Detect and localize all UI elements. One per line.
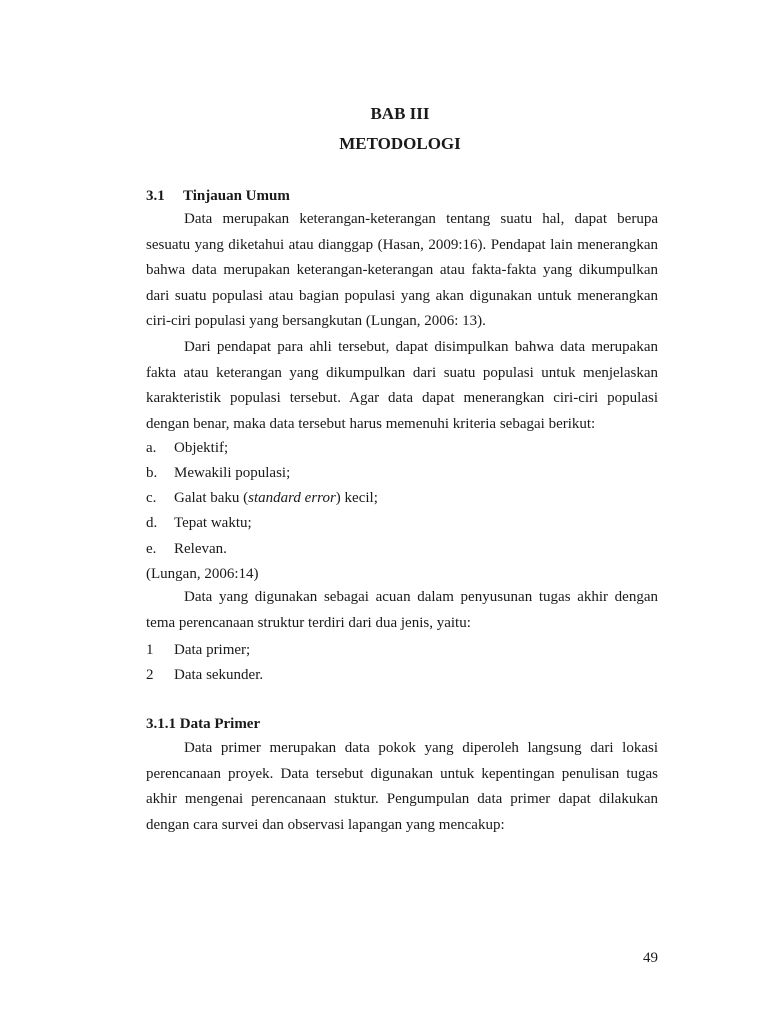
section-title: Tinjauan Umum <box>183 188 290 204</box>
list-item: Data primer; <box>174 642 251 658</box>
chapter-title: METODOLOGI <box>339 134 461 153</box>
list-item: Objektif; <box>174 440 229 456</box>
list-item-text: ) kecil; <box>335 490 378 506</box>
list-item-text: Galat baku ( <box>174 490 249 506</box>
list-marker: 1 <box>146 642 154 658</box>
list-marker: b. <box>146 465 158 481</box>
list-marker: e. <box>146 541 157 557</box>
list-marker: c. <box>146 490 157 506</box>
chapter-number: BAB III <box>370 104 430 123</box>
list-item <box>174 488 378 508</box>
list-item: Data sekunder. <box>174 667 264 683</box>
list-item: Tepat waktu; <box>174 515 252 531</box>
paragraph-primary-data: Data primer merupakan data pokok yang diperoleh langsung dari lokasi perencanaan proyek. Data tersebut digunakan untuk kepentingan penulisan tugas akhir mengenai perencanaan stuktur. Pengumpulan data primer dapat dilakukan dengan cara survei dan observasi lapangan yang mencakup: <box>146 740 658 833</box>
list-item: Mewakili populasi; <box>174 465 291 481</box>
subsection-title: 3.1.1 Data Primer <box>146 716 261 732</box>
italic-term: standard error <box>248 490 336 506</box>
paragraph-conclusion: Dari pendapat para ahli tersebut, dapat disimpulkan bahwa data merupakan fakta atau keterangan yang dikumpulkan dari suatu populasi untuk menjelaskan karakteristik populasi tersebut. Agar data dapat menerangkan ciri-ciri populasi dengan benar, maka data tersebut harus memenuhi kriteria sebagai berikut: <box>146 339 658 432</box>
paragraph-data-types: Data yang digunakan sebagai acuan dalam penyusunan tugas akhir dengan tema perencanaan struktur terdiri dari dua jenis, yaitu: <box>146 589 658 631</box>
list-marker: a. <box>146 440 157 456</box>
list-marker: d. <box>146 515 158 531</box>
list-item: Relevan. <box>174 541 227 557</box>
citation: (Lungan, 2006:14) <box>146 566 259 582</box>
list-marker: 2 <box>146 667 154 683</box>
page-number: 49 <box>643 950 658 966</box>
paragraph-definition: Data merupakan keterangan-keterangan tentang suatu hal, dapat berupa sesuatu yang diketahui atau dianggap (Hasan, 2009:16). Pendapat lain menerangkan bahwa data merupakan keterangan-keterangan atau fakta-fakta yang dikumpulkan dari suatu populasi atau bagian populasi yang akan digunakan untuk menerangkan ciri-ciri populasi yang bersangkutan (Lungan, 2006: 13). <box>146 211 658 330</box>
section-number: 3.1 <box>146 188 165 204</box>
